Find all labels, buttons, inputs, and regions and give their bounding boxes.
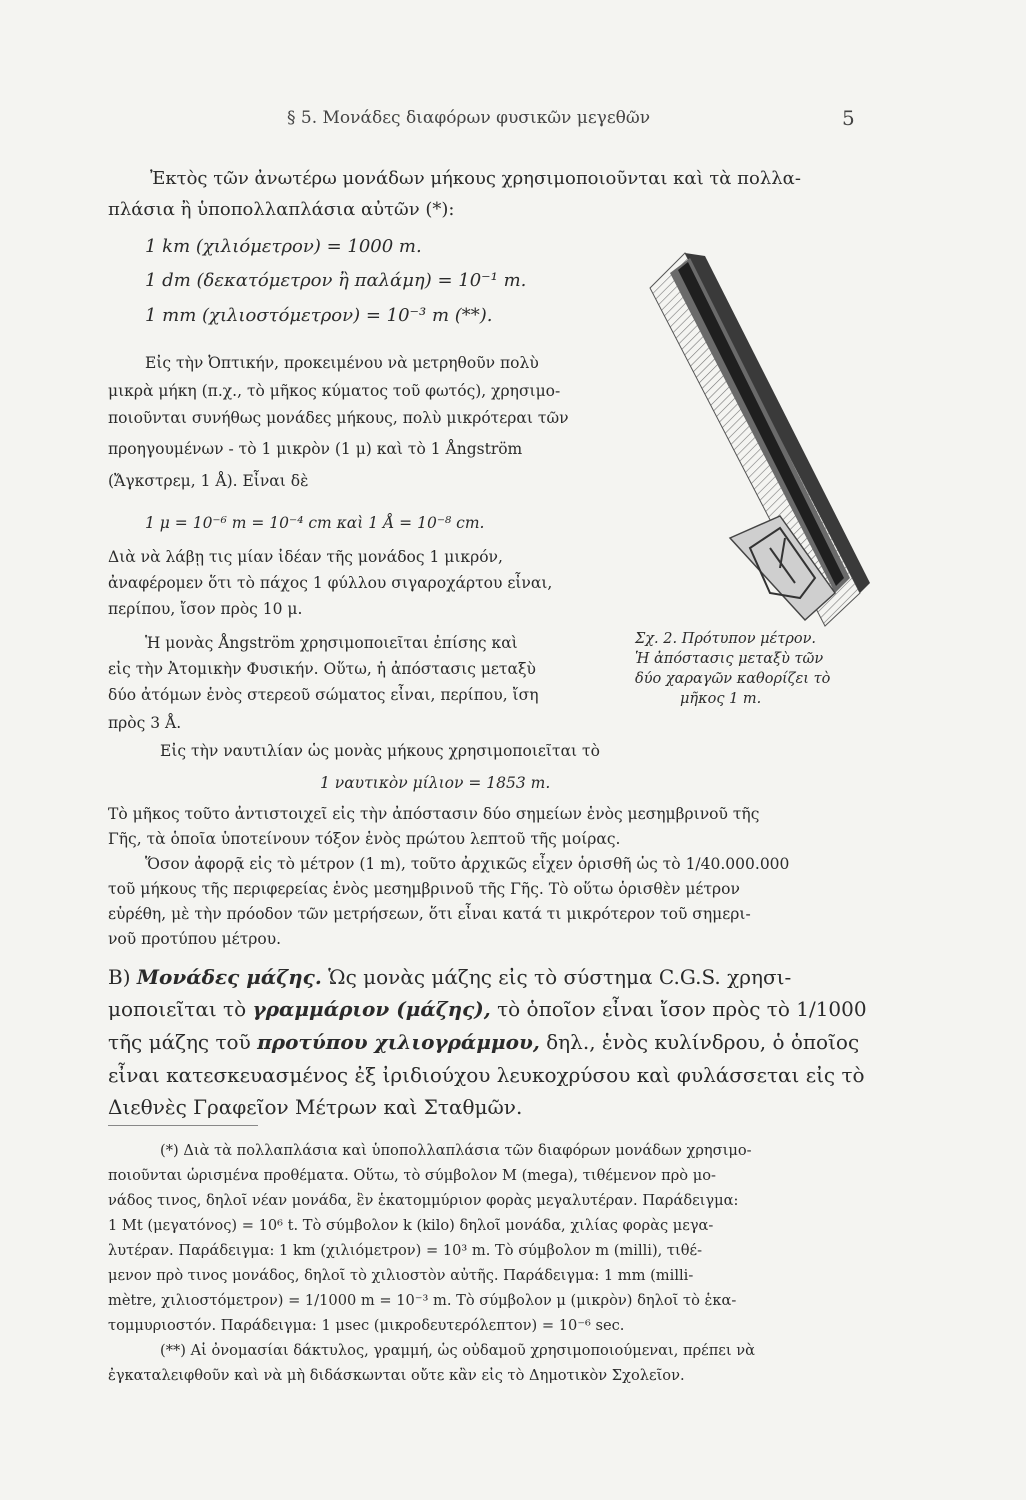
text-line: Τὸ μῆκος τοῦτο ἀντιστοιχεῖ εἰς τὴν ἀπόστασιν δύο σημείων ἑνὸς μεσημβρινοῦ τῆς <box>108 805 760 823</box>
section-b-line <box>108 966 791 988</box>
running-header: § 5. Μονάδες διαφόρων φυσικῶν μεγεθῶν <box>287 108 651 128</box>
section-b-title: Μονάδες μάζης. <box>136 965 322 989</box>
text-line: πλάσια ἢ ὑποπολλαπλάσια αὐτῶν (*): <box>108 199 455 220</box>
text-line: πρὸς 3 Å. <box>108 714 182 732</box>
text-line: (Ἄγκστρεμ, 1 Å). Εἶναι δὲ <box>108 472 309 490</box>
figure-caption: Ἡ ἀπόστασις μεταξὺ τῶν <box>635 651 824 667</box>
text-line: ἀναφέρομεν ὅτι τὸ πάχος 1 φύλλου σιγαροχάρτου εἶναι, <box>108 574 553 592</box>
footnote-line: (*) Διὰ τὰ πολλαπλάσια καὶ ὑποπολλαπλάσια τῶν διαφόρων μονάδων χρησιμο- <box>160 1142 752 1159</box>
text-line <box>108 1031 859 1053</box>
text-line: εἰς τὴν Ἀτομικὴν Φυσικήν. Οὕτω, ἡ ἀπόστασις μεταξὺ <box>108 660 536 678</box>
footnote-line: (**) Αἱ ὀνομασίαι δάκτυλος, γραμμή, ὡς οὐδαμοῦ χρησιμοποιούμεναι, πρέπει νὰ <box>160 1342 755 1359</box>
text-line: ποιοῦνται συνήθως μονάδες μήκους, πολὺ μικρότεραι τῶν <box>108 409 569 427</box>
text-line: εὑρέθη, μὲ τὴν πρόοδον τῶν μετρήσεων, ὅτι εἶναι κατά τι μικρότερον τοῦ σημερι- <box>108 905 751 923</box>
term-gram: γραμμάριον (μάζης), <box>252 997 491 1021</box>
text-line <box>108 998 867 1020</box>
text-line: Ἐκτὸς τῶν ἀνωτέρω μονάδων μήκους χρησιμοποιοῦνται καὶ τὰ πολλα- <box>150 168 801 189</box>
footnote-line: ἐγκαταλειφθοῦν καὶ νὰ μὴ διδάσκωνται οὔτε κἂν εἰς τὸ Δημοτικὸν Σχολεῖον. <box>108 1367 685 1384</box>
text-line: Ὅσον ἀφορᾷ εἰς τὸ μέτρον (1 m), τοῦτο ἀρχικῶς εἶχεν ὁρισθῆ ὡς τὸ 1/40.000.000 <box>145 855 790 873</box>
text-line: δύο ἀτόμων ἑνὸς στερεοῦ σώματος εἶναι, περίπου, ἴση <box>108 686 539 704</box>
equation-micron: 1 μ = 10⁻⁶ m = 10⁻⁴ cm καὶ 1 Å = 10⁻⁸ cm. <box>145 514 485 532</box>
figure-caption: δύο χαραγῶν καθορίζει τὸ <box>635 671 831 687</box>
text-line: μικρὰ μήκη (π.χ., τὸ μῆκος κύματος τοῦ φωτός), χρησιμο- <box>108 382 561 400</box>
text-line: Εἰς τὴν Ὀπτικήν, προκειμένου νὰ μετρηθοῦν πολὺ <box>145 354 539 372</box>
prototype-meter-figure <box>630 248 870 628</box>
section-b-label: Β) <box>108 965 131 989</box>
footnote-line: 1 Mt (μεγατόνος) = 10⁶ t. Τὸ σύμβολον k (kilo) δηλοῖ μονάδα, χιλίας φορὰς μεγα- <box>108 1217 714 1234</box>
text-fragment: τὸ ὁποῖον εἶναι ἴσον πρὸς τὸ 1/1000 <box>497 997 867 1021</box>
equation-mile: 1 ναυτικὸν μίλιον = 1853 m. <box>320 774 551 792</box>
text-fragment: δηλ., ἑνὸς κυλίνδρου, ὁ ὁποῖος <box>546 1030 860 1054</box>
text-fragment: μοποιεῖται τὸ <box>108 997 247 1021</box>
page-number: 5 <box>842 106 855 130</box>
footnote-line: ποιοῦνται ὡρισμένα προθέματα. Οὕτω, τὸ σύμβολον M (mega), τιθέμενον πρὸ μο- <box>108 1167 716 1184</box>
equation-mm: 1 mm (χιλιοστόμετρον) = 10⁻³ m (**). <box>145 305 493 326</box>
footnote-line: τομμυριοστόν. Παράδειγμα: 1 μsec (μικροδευτερόλεπτον) = 10⁻⁶ sec. <box>108 1317 625 1334</box>
text-line: εἶναι κατεσκευασμένος ἐξ ἰριδιούχου λευκοχρύσου καὶ φυλάσσεται εἰς τὸ <box>108 1063 865 1087</box>
footnote-line: mètre, χιλιοστόμετρον) = 1/1000 m = 10⁻³ m. Τὸ σύμβολον μ (μικρὸν) δηλοῖ τὸ ἑκα- <box>108 1292 737 1309</box>
footnote-line: μενον πρὸ τινος μονάδος, δηλοῖ τὸ χιλιοστὸν αὐτῆς. Παράδειγμα: 1 mm (milli- <box>108 1267 694 1284</box>
text-line: τοῦ μήκους τῆς περιφερείας ἑνὸς μεσημβρινοῦ τῆς Γῆς. Τὸ οὕτω ὁρισθὲν μέτρον <box>108 880 740 898</box>
text-line: Γῆς, τὰ ὁποῖα ὑποτείνουν τόξον ἑνὸς πρώτου λεπτοῦ τῆς μοίρας. <box>108 830 621 848</box>
text-fragment: Ὡς μονὰς μάζης εἰς τὸ σύστημα C.G.S. χρησι- <box>328 965 792 989</box>
equation-km: 1 km (χιλιόμετρον) = 1000 m. <box>145 236 422 257</box>
term-prototype-kg: προτύπου χιλιογράμμου, <box>257 1030 540 1054</box>
footnote-divider <box>108 1125 258 1126</box>
figure-caption: μῆκος 1 m. <box>680 691 762 707</box>
text-line: προηγουμένων - τὸ 1 μικρὸν (1 μ) καὶ τὸ 1 Ångström <box>108 440 523 458</box>
equation-dm: 1 dm (δεκατόμετρον ἢ παλάμη) = 10⁻¹ m. <box>145 270 527 291</box>
text-line: Εἰς τὴν ναυτιλίαν ὡς μονὰς μήκους χρησιμοποιεῖται τὸ <box>160 742 600 760</box>
text-line: Ἡ μονὰς Ångström χρησιμοποιεῖται ἐπίσης καὶ <box>145 634 518 652</box>
text-line: περίπου, ἴσον πρὸς 10 μ. <box>108 600 303 618</box>
footnote-line: νάδος τινος, δηλοῖ νέαν μονάδα, ἓν ἑκατομμύριον φορὰς μεγαλυτέραν. Παράδειγμα: <box>108 1192 739 1209</box>
footnote-line: λυτέραν. Παράδειγμα: 1 km (χιλιόμετρον) = 10³ m. Τὸ σύμβολον m (milli), τιθέ- <box>108 1242 703 1259</box>
text-fragment: τῆς μάζης τοῦ <box>108 1030 251 1054</box>
text-line: νοῦ προτύπου μέτρου. <box>108 930 282 948</box>
text-line: Διὰ νὰ λάβῃ τις μίαν ἰδέαν τῆς μονάδος 1 μικρόν, <box>108 548 503 566</box>
text-line: Διεθνὲς Γραφεῖον Μέτρων καὶ Σταθμῶν. <box>108 1095 523 1119</box>
figure-caption: Σχ. 2. Πρότυπον μέτρον. <box>635 631 817 647</box>
